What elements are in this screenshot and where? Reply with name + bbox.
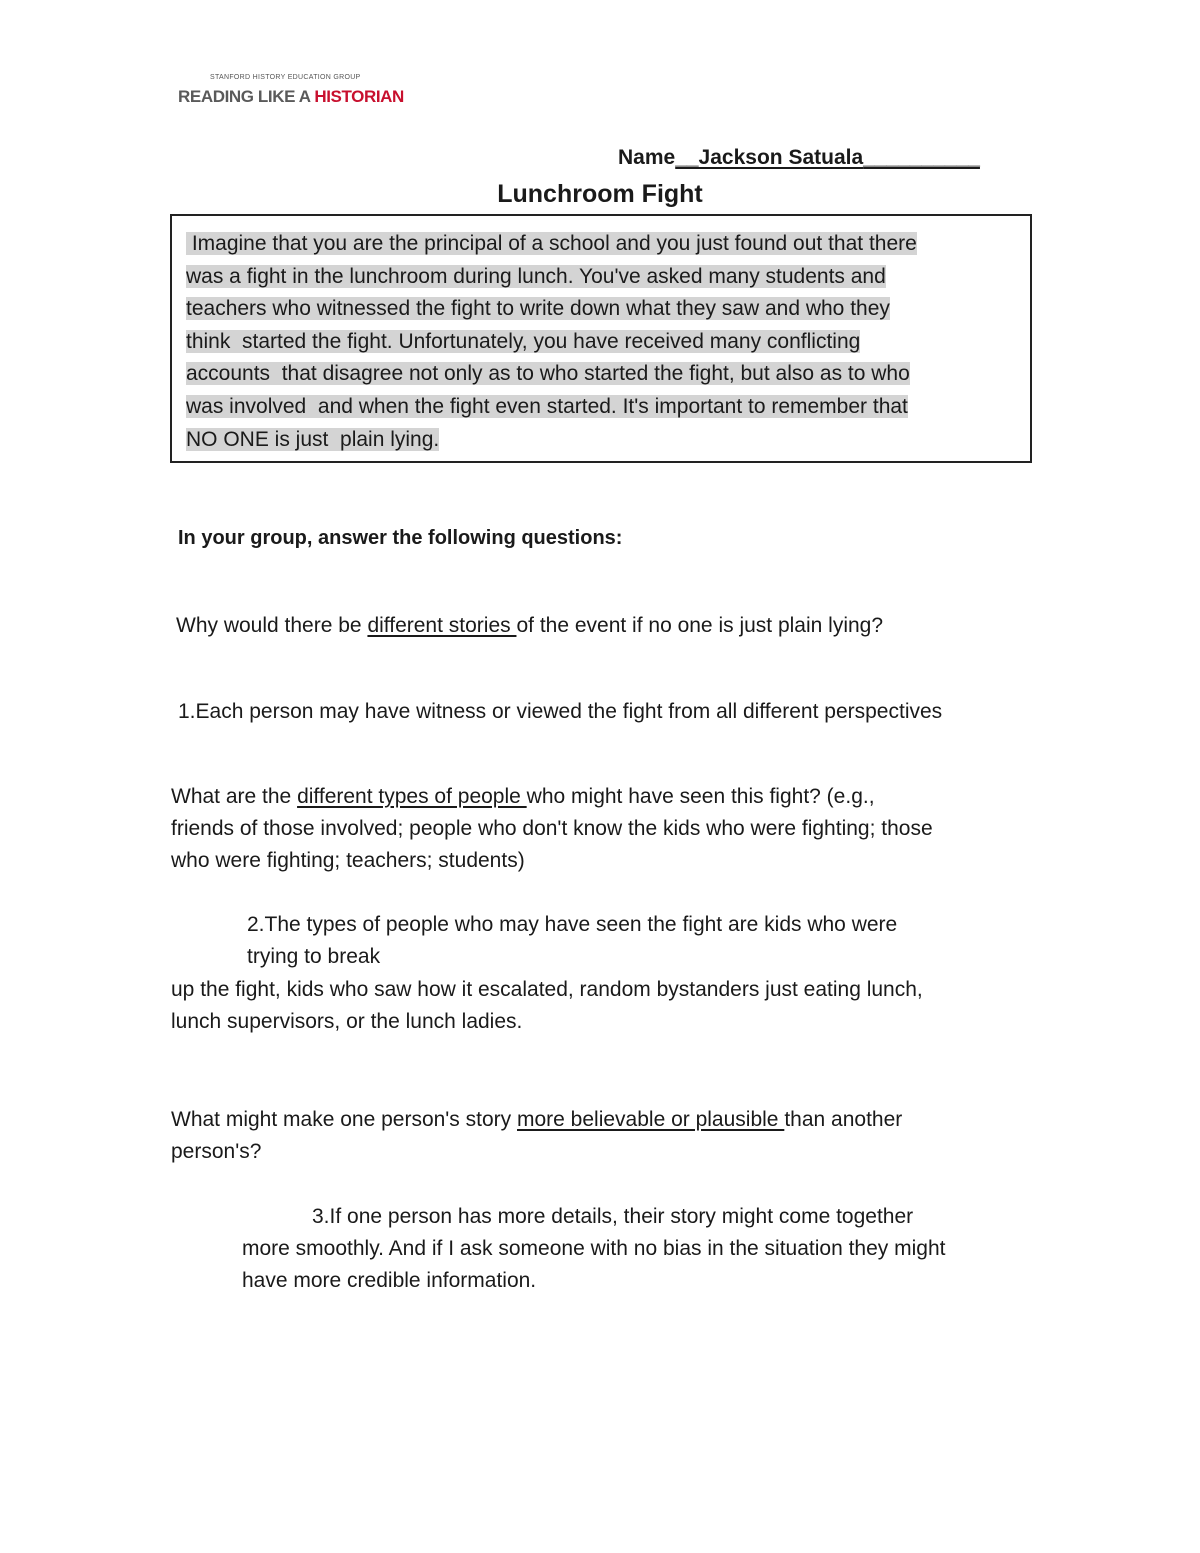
intro-line: NO ONE is just plain lying. — [186, 427, 440, 451]
intro-line: Imagine that you are the principal of a school and you just found out that there — [186, 232, 917, 255]
name-trailer: __________ — [863, 146, 980, 169]
question-3-line-2: person's? — [171, 1140, 262, 1163]
instructions: In your group, answer the following questions: — [178, 527, 623, 549]
reading-like-a-historian-logo — [178, 74, 418, 114]
answer-3-line-1: 3.If one person has more details, their story might come together — [312, 1205, 914, 1228]
intro-line: accounts that disagree not only as to who started the fight, but also as to who — [186, 362, 910, 386]
name-field — [618, 146, 980, 170]
intro-line: teachers who witnessed the fight to write down what they saw and who they — [186, 297, 890, 321]
answer-2-line-4: lunch supervisors, or the lunch ladies. — [171, 1010, 523, 1033]
answer-1: 1.Each person may have witness or viewed the fight from all different perspectives — [178, 700, 943, 723]
intro-text — [186, 228, 1016, 456]
question-1-emphasis: different stories — [367, 614, 517, 637]
logo-wordmark — [178, 87, 404, 107]
question-2: What are the different types of people who might have seen this fight? (e.g., — [171, 785, 875, 808]
answer-2-line-1: 2.The types of people who may have seen the fight are kids who were — [247, 913, 898, 936]
answer-3-line-2: more smoothly. And if I ask someone with no bias in the situation they might — [242, 1237, 946, 1260]
intro-line: was a fight in the lunchroom during lunch. You've asked many students and — [186, 264, 886, 288]
intro-line: was involved and when the fight even started. It's important to remember that — [186, 394, 908, 418]
logo-org-text: STANFORD HISTORY EDUCATION GROUP — [210, 74, 361, 81]
question-3-emphasis: more believable or plausible — [517, 1108, 785, 1131]
question-2-emphasis: different types of people — [297, 785, 527, 808]
question-1: Why would there be different stories of the event if no one is just plain lying? — [176, 614, 884, 637]
answer-2-line-3: up the fight, kids who saw how it escalated, random bystanders just eating lunch, — [171, 978, 923, 1001]
question-2-line-2: friends of those involved; people who don't know the kids who were fighting; those — [171, 817, 933, 840]
question-3: What might make one person's story more believable or plausible than another — [171, 1108, 903, 1131]
answer-3-line-3: have more credible information. — [242, 1269, 537, 1292]
intro-line: think started the fight. Unfortunately, you have received many conflicting — [186, 329, 861, 353]
logo-text-plain: READING LIKE A — [178, 87, 315, 106]
name-label: Name — [618, 146, 676, 169]
logo-text-accent: HISTORIAN — [314, 87, 404, 106]
page-title: Lunchroom Fight — [497, 180, 703, 208]
answer-2-line-2: trying to break — [247, 945, 381, 968]
question-2-line-3: who were fighting; teachers; students) — [171, 849, 525, 872]
name-value: __Jackson Satuala — [675, 146, 864, 169]
